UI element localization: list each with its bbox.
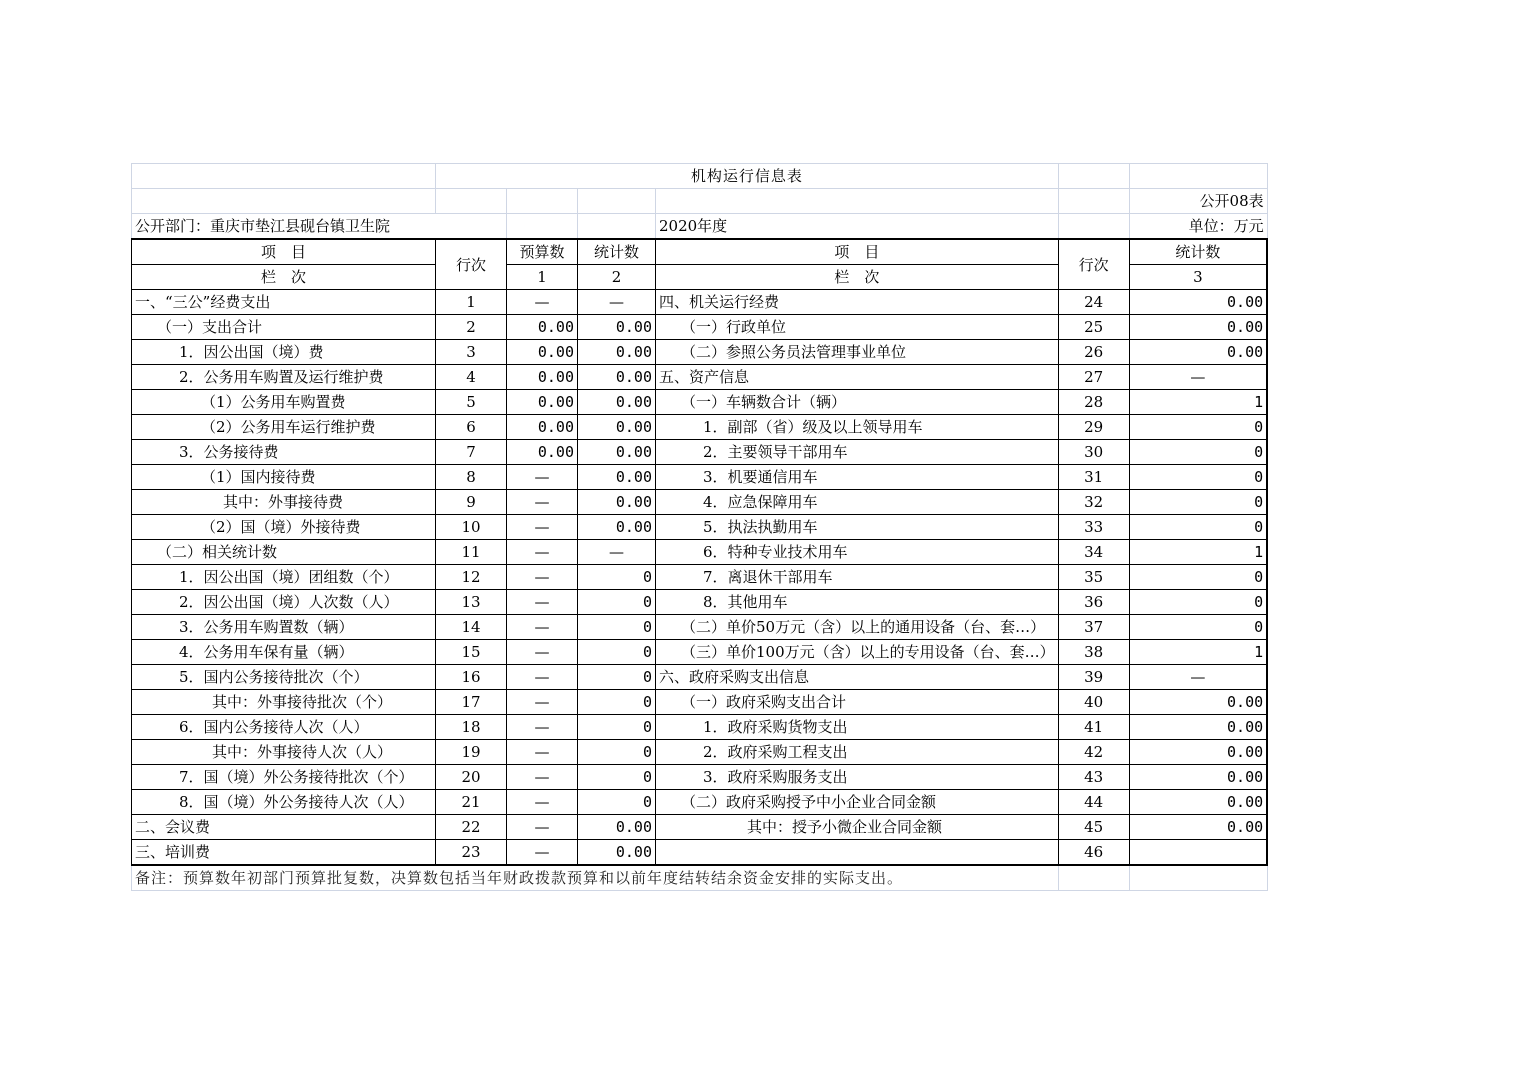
right-row-no: 42: [1058, 740, 1129, 765]
left-item-name: 3．公务接待费: [132, 440, 436, 465]
header-budget: 预算数: [507, 239, 578, 265]
left-row-no: 12: [436, 565, 507, 590]
table-row: [132, 515, 1268, 540]
right-stat-value: 1: [1129, 390, 1267, 415]
right-row-no: 39: [1058, 665, 1129, 690]
left-budget-value: —: [507, 765, 578, 790]
left-item-name: 5．国内公务接待批次（个）: [132, 665, 436, 690]
left-row-no: 18: [436, 715, 507, 740]
left-row-no: 16: [436, 665, 507, 690]
right-stat-value: 0.00: [1129, 690, 1267, 715]
left-row-no: 8: [436, 465, 507, 490]
left-stat-value: 0.00: [578, 365, 656, 390]
left-row-no: 14: [436, 615, 507, 640]
left-row-no: 2: [436, 315, 507, 340]
right-row-no: 44: [1058, 790, 1129, 815]
right-stat-value: 0.00: [1129, 815, 1267, 840]
right-stat-value: 0.00: [1129, 765, 1267, 790]
table-row: [132, 740, 1268, 765]
left-budget-value: —: [507, 815, 578, 840]
right-row-no: 28: [1058, 390, 1129, 415]
left-budget-value: 0.00: [507, 440, 578, 465]
left-stat-value: —: [578, 290, 656, 315]
right-stat-value: —: [1129, 665, 1267, 690]
left-row-no: 23: [436, 840, 507, 866]
table-row: [132, 715, 1268, 740]
table-row: [132, 465, 1268, 490]
left-item-name: （1）国内接待费: [132, 465, 436, 490]
page-title: 机构运行信息表: [436, 164, 1059, 189]
left-budget-value: 0.00: [507, 340, 578, 365]
right-row-no: 24: [1058, 290, 1129, 315]
left-budget-value: —: [507, 590, 578, 615]
left-stat-value: 0: [578, 640, 656, 665]
right-row-no: 25: [1058, 315, 1129, 340]
left-stat-value: 0: [578, 690, 656, 715]
left-item-name: 2．因公出国（境）人次数（人）: [132, 590, 436, 615]
left-stat-value: 0.00: [578, 465, 656, 490]
left-row-no: 5: [436, 390, 507, 415]
right-stat-value: 1: [1129, 540, 1267, 565]
left-item-name: 1．因公出国（境）团组数（个）: [132, 565, 436, 590]
right-item-name: 六、政府采购支出信息: [656, 665, 1059, 690]
table-row: [132, 790, 1268, 815]
left-row-no: 1: [436, 290, 507, 315]
left-row-no: 4: [436, 365, 507, 390]
right-row-no: 36: [1058, 590, 1129, 615]
right-item-name: 1．政府采购货物支出: [656, 715, 1059, 740]
right-item-name: 其中：授予小微企业合同金额: [656, 815, 1059, 840]
left-row-no: 9: [436, 490, 507, 515]
header-col3: 3: [1129, 265, 1267, 290]
table-row: [132, 290, 1268, 315]
footnote: 备注：预算数年初部门预算批复数，决算数包括当年财政拨款预算和以前年度结转结余资金安排的实际支出。: [132, 865, 1059, 891]
left-stat-value: 0: [578, 665, 656, 690]
left-row-no: 10: [436, 515, 507, 540]
table-code: 公开08表: [1129, 189, 1267, 214]
header-column-label: 栏 次: [132, 265, 436, 290]
right-item-name: （一）行政单位: [656, 315, 1059, 340]
left-budget-value: —: [507, 540, 578, 565]
right-item-name: 1．副部（省）级及以上领导用车: [656, 415, 1059, 440]
note-row: [132, 865, 1268, 891]
right-row-no: 30: [1058, 440, 1129, 465]
right-item-name: 8．其他用车: [656, 590, 1059, 615]
left-budget-value: —: [507, 740, 578, 765]
table-row: [132, 340, 1268, 365]
right-stat-value: 0: [1129, 415, 1267, 440]
left-budget-value: 0.00: [507, 415, 578, 440]
year-label: 2020年度: [656, 214, 1059, 240]
right-stat-value: 0: [1129, 490, 1267, 515]
right-item-name: 四、机关运行经费: [656, 290, 1059, 315]
left-budget-value: —: [507, 840, 578, 866]
left-item-name: 4．公务用车保有量（辆）: [132, 640, 436, 665]
right-item-name: （三）单价100万元（含）以上的专用设备（台、套…）: [656, 640, 1059, 665]
left-item-name: 其中：外事接待费: [132, 490, 436, 515]
department-label: 公开部门：重庆市垫江县砚台镇卫生院: [132, 214, 507, 240]
left-stat-value: 0.00: [578, 815, 656, 840]
table-row: [132, 315, 1268, 340]
left-budget-value: —: [507, 490, 578, 515]
left-stat-value: 0: [578, 715, 656, 740]
left-item-name: （一）支出合计: [132, 315, 436, 340]
right-item-name: （一）政府采购支出合计: [656, 690, 1059, 715]
table-row: [132, 565, 1268, 590]
left-budget-value: 0.00: [507, 390, 578, 415]
right-stat-value: —: [1129, 365, 1267, 390]
right-row-no: 31: [1058, 465, 1129, 490]
right-stat-value: 0: [1129, 440, 1267, 465]
table-row: [132, 765, 1268, 790]
right-row-no: 46: [1058, 840, 1129, 866]
right-stat-value: 0: [1129, 565, 1267, 590]
right-row-no: 38: [1058, 640, 1129, 665]
info-row: [132, 214, 1268, 240]
right-item-name: 2．主要领导干部用车: [656, 440, 1059, 465]
left-stat-value: —: [578, 540, 656, 565]
right-row-no: 35: [1058, 565, 1129, 590]
left-item-name: 一、“三公”经费支出: [132, 290, 436, 315]
right-item-name: 5．执法执勤用车: [656, 515, 1059, 540]
left-row-no: 13: [436, 590, 507, 615]
right-item-name: （二）参照公务员法管理事业单位: [656, 340, 1059, 365]
left-item-name: 8．国（境）外公务接待人次（人）: [132, 790, 436, 815]
left-item-name: 三、培训费: [132, 840, 436, 866]
left-budget-value: 0.00: [507, 315, 578, 340]
table-row: [132, 690, 1268, 715]
table-row: [132, 490, 1268, 515]
right-item-name: 4．应急保障用车: [656, 490, 1059, 515]
right-item-name: （二）单价50万元（含）以上的通用设备（台、套…）: [656, 615, 1059, 640]
left-budget-value: —: [507, 690, 578, 715]
header-stat-right: 统计数: [1129, 239, 1267, 265]
header-stat: 统计数: [578, 239, 656, 265]
left-item-name: 其中：外事接待人次（人）: [132, 740, 436, 765]
left-stat-value: 0: [578, 615, 656, 640]
left-stat-value: 0: [578, 765, 656, 790]
right-row-no: 29: [1058, 415, 1129, 440]
left-budget-value: —: [507, 615, 578, 640]
left-stat-value: 0.00: [578, 390, 656, 415]
right-item-name: 3．机要通信用车: [656, 465, 1059, 490]
left-row-no: 22: [436, 815, 507, 840]
header-col1: 1: [507, 265, 578, 290]
right-stat-value: 0.00: [1129, 290, 1267, 315]
right-row-no: 27: [1058, 365, 1129, 390]
table-row: [132, 365, 1268, 390]
right-item-name: 五、资产信息: [656, 365, 1059, 390]
left-stat-value: 0: [578, 590, 656, 615]
right-stat-value: 0: [1129, 515, 1267, 540]
right-item-name: 7．离退休干部用车: [656, 565, 1059, 590]
left-budget-value: 0.00: [507, 365, 578, 390]
right-stat-value: 0.00: [1129, 340, 1267, 365]
left-budget-value: —: [507, 515, 578, 540]
report-sheet: [131, 163, 1268, 891]
left-row-no: 17: [436, 690, 507, 715]
right-stat-value: 0.00: [1129, 315, 1267, 340]
right-row-no: 34: [1058, 540, 1129, 565]
left-row-no: 21: [436, 790, 507, 815]
left-item-name: （2）公务用车运行维护费: [132, 415, 436, 440]
unit-label: 单位：万元: [1129, 214, 1267, 240]
left-item-name: （1）公务用车购置费: [132, 390, 436, 415]
left-stat-value: 0: [578, 565, 656, 590]
header-item: 项 目: [132, 239, 436, 265]
header-row-no: 行次: [436, 239, 507, 290]
left-stat-value: 0: [578, 790, 656, 815]
left-row-no: 19: [436, 740, 507, 765]
right-row-no: 41: [1058, 715, 1129, 740]
table-row: [132, 615, 1268, 640]
table-row: [132, 665, 1268, 690]
right-stat-value: 1: [1129, 640, 1267, 665]
right-item-name: 2．政府采购工程支出: [656, 740, 1059, 765]
left-item-name: 7．国（境）外公务接待批次（个）: [132, 765, 436, 790]
header-row-no-right: 行次: [1058, 239, 1129, 290]
left-item-name: （二）相关统计数: [132, 540, 436, 565]
header-column-label-right: 栏 次: [656, 265, 1059, 290]
table-row: [132, 440, 1268, 465]
right-row-no: 26: [1058, 340, 1129, 365]
left-row-no: 6: [436, 415, 507, 440]
left-item-name: （2）国（境）外接待费: [132, 515, 436, 540]
right-item-name: 3．政府采购服务支出: [656, 765, 1059, 790]
right-stat-value: [1129, 840, 1267, 866]
left-stat-value: 0.00: [578, 340, 656, 365]
right-stat-value: 0.00: [1129, 715, 1267, 740]
right-stat-value: 0: [1129, 590, 1267, 615]
right-row-no: 40: [1058, 690, 1129, 715]
left-budget-value: —: [507, 290, 578, 315]
left-budget-value: —: [507, 640, 578, 665]
left-stat-value: 0.00: [578, 515, 656, 540]
header-row-1: [132, 239, 1268, 265]
right-stat-value: 0: [1129, 465, 1267, 490]
right-row-no: 43: [1058, 765, 1129, 790]
left-budget-value: —: [507, 665, 578, 690]
right-item-name: （二）政府采购授予中小企业合同金额: [656, 790, 1059, 815]
left-stat-value: 0.00: [578, 440, 656, 465]
left-row-no: 7: [436, 440, 507, 465]
left-stat-value: 0.00: [578, 490, 656, 515]
header-col2: 2: [578, 265, 656, 290]
left-budget-value: —: [507, 465, 578, 490]
left-stat-value: 0.00: [578, 415, 656, 440]
table-row: [132, 415, 1268, 440]
left-item-name: 3．公务用车购置数（辆）: [132, 615, 436, 640]
right-item-name: [656, 840, 1059, 866]
right-stat-value: 0.00: [1129, 740, 1267, 765]
left-item-name: 1．因公出国（境）费: [132, 340, 436, 365]
left-row-no: 20: [436, 765, 507, 790]
left-stat-value: 0: [578, 740, 656, 765]
right-row-no: 37: [1058, 615, 1129, 640]
left-stat-value: 0.00: [578, 315, 656, 340]
left-budget-value: —: [507, 790, 578, 815]
right-stat-value: 0: [1129, 615, 1267, 640]
left-item-name: 2．公务用车购置及运行维护费: [132, 365, 436, 390]
left-budget-value: —: [507, 565, 578, 590]
report-table: [131, 163, 1268, 891]
right-item-name: 6．特种专业技术用车: [656, 540, 1059, 565]
right-row-no: 32: [1058, 490, 1129, 515]
title-row: [132, 164, 1268, 189]
table-row: [132, 390, 1268, 415]
table-row: [132, 840, 1268, 866]
table-row: [132, 640, 1268, 665]
header-item-right: 项 目: [656, 239, 1059, 265]
left-row-no: 15: [436, 640, 507, 665]
left-row-no: 3: [436, 340, 507, 365]
table-row: [132, 815, 1268, 840]
left-item-name: 6．国内公务接待人次（人）: [132, 715, 436, 740]
table-row: [132, 540, 1268, 565]
left-budget-value: —: [507, 715, 578, 740]
right-row-no: 33: [1058, 515, 1129, 540]
table-row: [132, 590, 1268, 615]
left-item-name: 二、会议费: [132, 815, 436, 840]
left-item-name: 其中：外事接待批次（个）: [132, 690, 436, 715]
right-stat-value: 0.00: [1129, 790, 1267, 815]
right-item-name: （一）车辆数合计（辆）: [656, 390, 1059, 415]
right-row-no: 45: [1058, 815, 1129, 840]
left-stat-value: 0.00: [578, 840, 656, 866]
code-row: [132, 189, 1268, 214]
left-row-no: 11: [436, 540, 507, 565]
